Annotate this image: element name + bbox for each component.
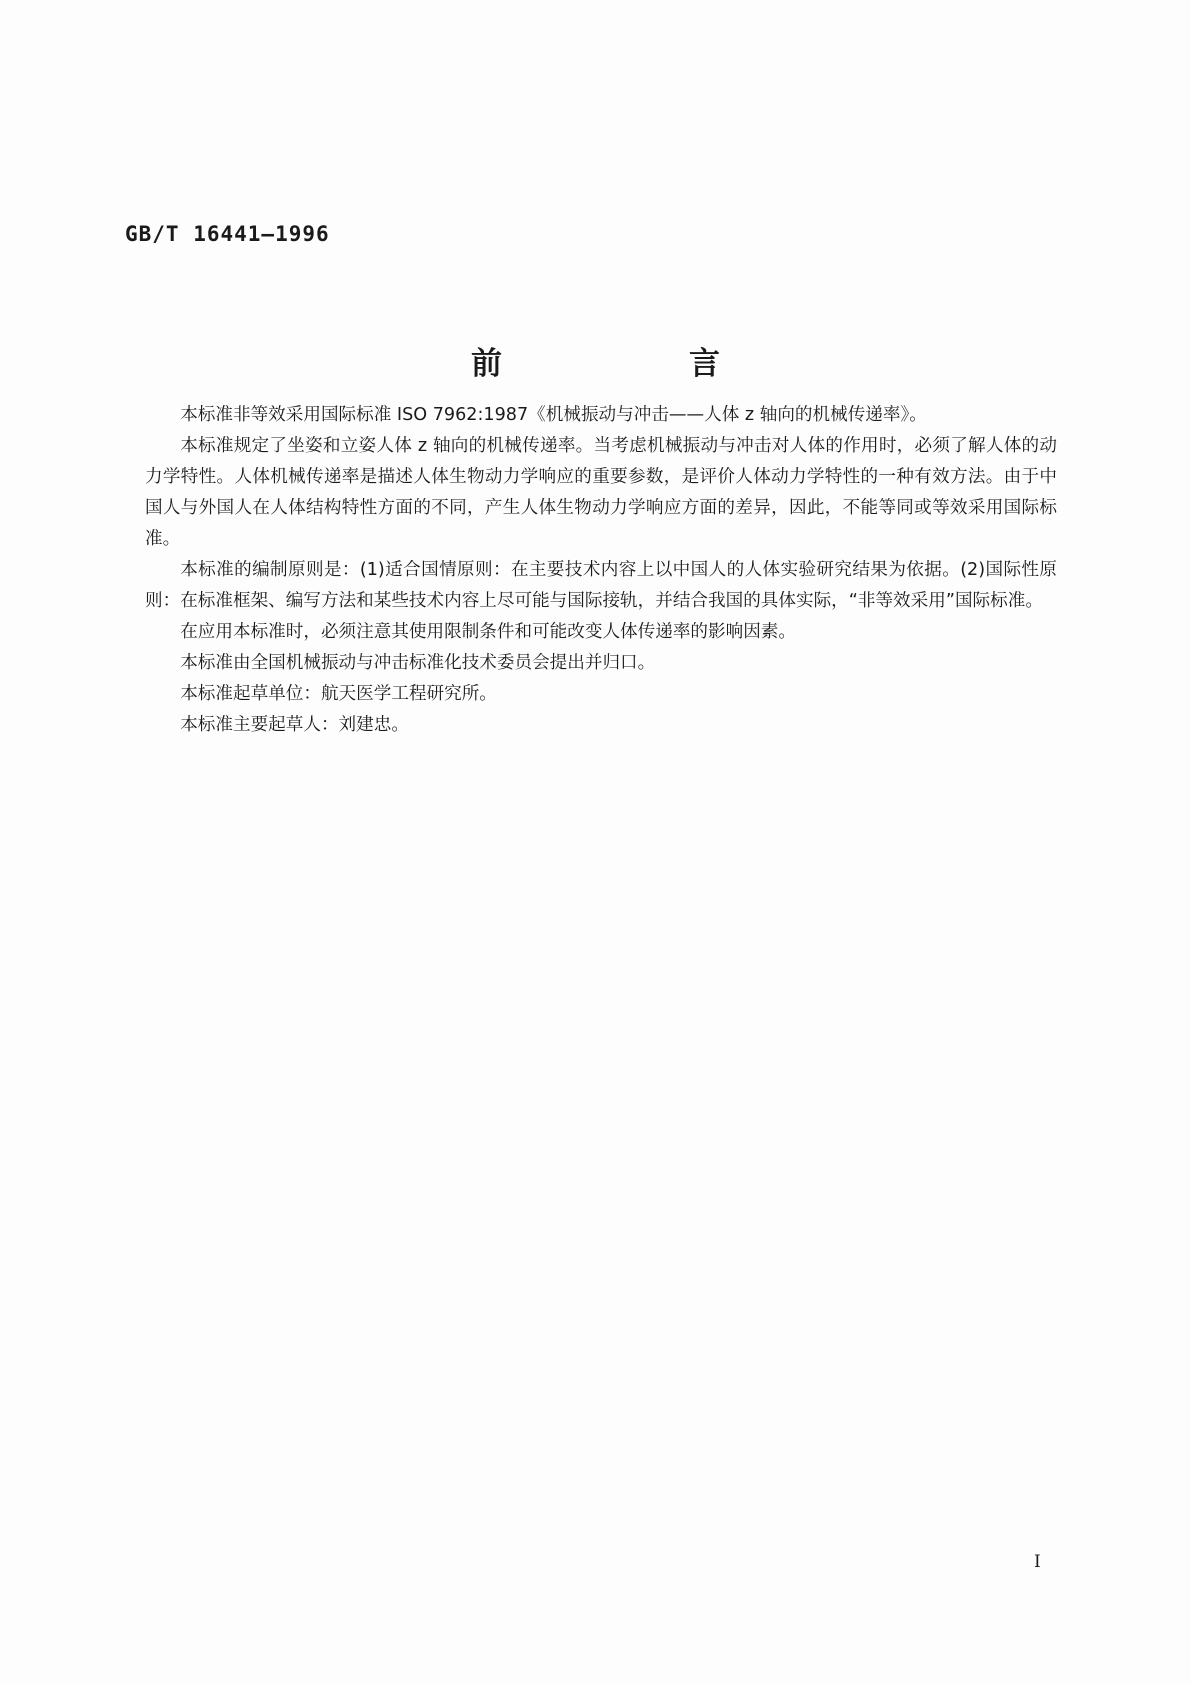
paragraph-scope: 本标准规定了坐姿和立姿人体 z 轴向的机械传递率。当考虑机械振动与冲击对人体的作用时，必须了解人体的动力学特性。人体机械传递率是描述人体生物动力学响应的重要参数，是评价人体动力学特性的一种有效方法。由于中国人与外国人在人体结构特性方面的不同，产生人体生物动力学响应方面的差异，因此，不能等同或等效采用国际标准。 xyxy=(145,436,1057,549)
foreword-body xyxy=(145,400,1057,741)
paragraph-adoption: 本标准非等效采用国际标准 ISO 7962:1987《机械振动与冲击——人体 z 轴向的机械传递率》。 xyxy=(180,405,927,425)
paragraph-proposer: 本标准由全国机械振动与冲击标准化技术委员会提出并归口。 xyxy=(180,653,656,673)
paragraph-drafter: 本标准主要起草人：刘建忠。 xyxy=(180,715,409,735)
paragraph-application: 在应用本标准时，必须注意其使用限制条件和可能改变人体传递率的影响因素。 xyxy=(180,622,796,642)
paragraph-drafting-unit: 本标准起草单位：航天医学工程研究所。 xyxy=(180,684,497,704)
page-title: 前 言 xyxy=(471,346,798,382)
page-number: I xyxy=(1034,1552,1041,1572)
paragraph-principles: 本标准的编制原则是：(1)适合国情原则：在主要技术内容上以中国人的人体实验研究结果为依据。(2)国际性原则：在标准框架、编写方法和某些技术内容上尽可能与国际接轨，并结合我国的具体实际，“非等效采用”国际标准。 xyxy=(145,560,1057,611)
standard-code: GB/T 16441—1996 xyxy=(125,222,330,246)
